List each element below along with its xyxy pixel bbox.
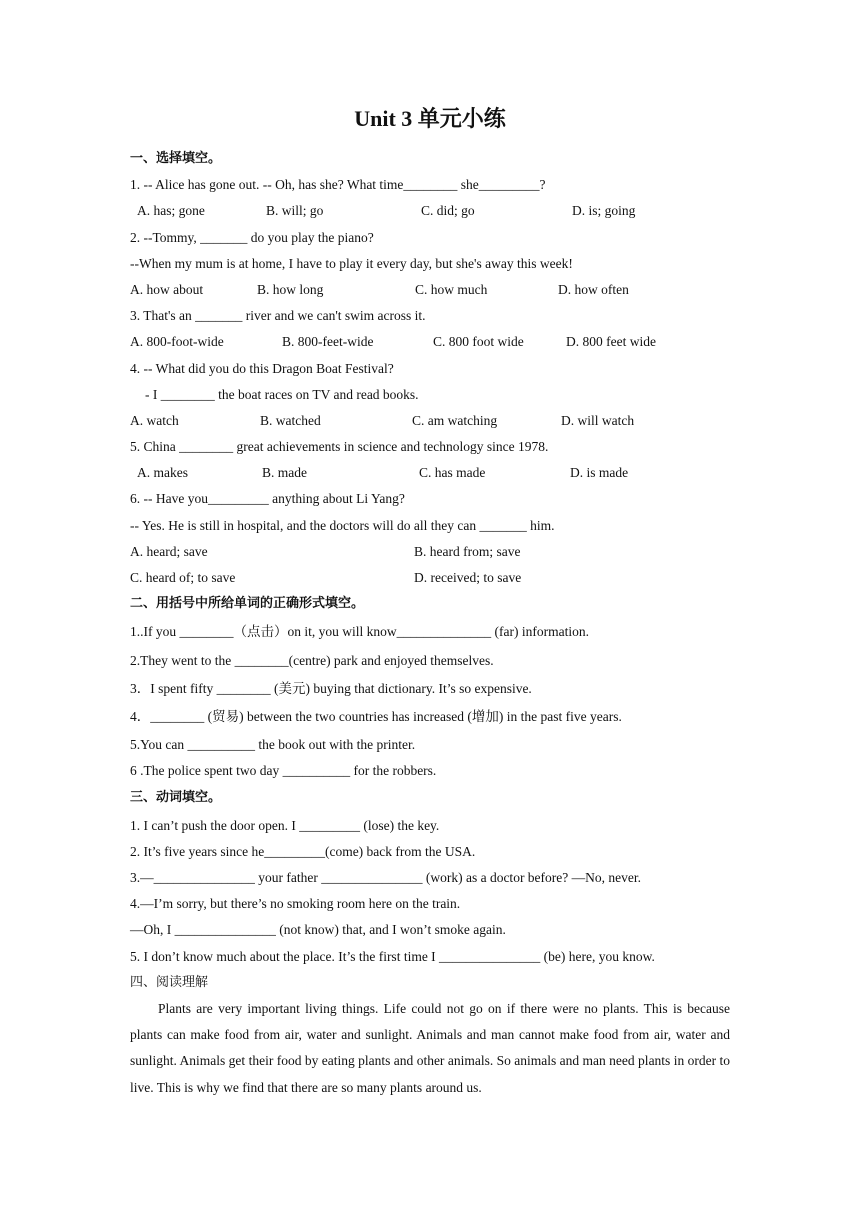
option-b: B. will; go (266, 203, 324, 219)
question-2-stem: 2. --Tommy, _______ do you play the piano? (130, 229, 374, 245)
option-d: D. is made (570, 465, 629, 481)
option-c: C. did; go (421, 203, 475, 219)
option-a: A. makes (137, 465, 188, 481)
word-form-item-1: 1..If you ________（点击）on it, you will know______________ (far) information. (130, 624, 589, 640)
option-b: B. how long (257, 281, 324, 297)
worksheet-content (130, 146, 730, 1101)
option-d: D. 800 feet wide (566, 334, 656, 350)
word-form-item-6: 6 .The police spent two day __________ for the robbers. (130, 763, 437, 779)
verb-item-3: 3.—_______________ your father _______________ (work) as a doctor before? —No, never. (130, 870, 642, 886)
question-4-options (130, 408, 730, 434)
section-heading-choice: 一、选择填空。 (130, 151, 222, 166)
reading-passage: Plants are very important living things. Life could not go on if there were no plants. This is because plants can make food from air, water and sunlight. Animals and man cannot make food from air, water and sunlight. Animals get their food by eating plants and other animals. So animals and man need plants in order to live. This is why we find that there are so many plants around us. (130, 1001, 730, 1095)
option-a: A. heard; save (130, 543, 208, 559)
option-a: A. how about (130, 281, 204, 297)
question-2-options (130, 277, 730, 303)
option-d: D. is; going (572, 203, 636, 219)
question-6-options-row-1 (130, 539, 730, 565)
verb-item-4-reply: —Oh, I _______________ (not know) that, and I won’t smoke again. (130, 922, 506, 938)
option-c: C. how much (415, 281, 488, 297)
option-b: B. made (262, 465, 307, 481)
verb-item-2: 2. It’s five years since he_________(come) back from the USA. (130, 843, 476, 859)
question-6-stem: 6. -- Have you_________ anything about Li Yang? (130, 491, 405, 507)
question-5-stem: 5. China ________ great achievements in science and technology since 1978. (130, 439, 549, 455)
option-d: D. received; to save (414, 570, 522, 585)
question-1-options (130, 198, 730, 224)
option-d: D. how often (558, 281, 629, 297)
question-2-stem-2: --When my mum is at home, I have to play it every day, but she's away this week! (130, 255, 573, 271)
section-heading-reading: 四、阅读理解 (130, 974, 209, 990)
question-5-options (130, 460, 730, 486)
section-heading-verbs: 三、动词填空。 (130, 789, 222, 805)
word-form-item-2: 2.They went to the ________(centre) park and enjoyed themselves. (130, 652, 494, 668)
option-c: C. am watching (412, 412, 498, 428)
verb-item-5: 5. I don’t know much about the place. It’s the first time I _______________ (be) here, you know. (130, 948, 655, 964)
option-c: C. has made (419, 465, 486, 481)
question-3-options (130, 329, 730, 355)
question-1-stem: 1. -- Alice has gone out. -- Oh, has she? What time________ she_________? (130, 177, 546, 193)
question-3-stem: 3. That's an _______ river and we can't swim across it. (130, 308, 426, 324)
question-6-options-row-2 (130, 565, 730, 591)
word-form-item-3: 3．I spent fifty ________ (美元) buying that dictionary. It’s so expensive. (130, 680, 532, 696)
option-b: B. heard from; save (414, 543, 521, 559)
verb-item-4: 4.—I’m sorry, but there’s no smoking room here on the train. (130, 896, 461, 912)
section-heading-word-forms: 二、用括号中所给单词的正确形式填空。 (130, 596, 365, 612)
verb-item-1: 1. I can’t push the door open. I _________ (lose) the key. (130, 817, 440, 833)
question-6-stem-2: -- Yes. He is still in hospital, and the doctors will do all they can _______ him. (130, 517, 555, 533)
option-a: A. watch (130, 412, 179, 428)
question-4-stem-2: - I ________ the boat races on TV and read books. (145, 386, 419, 402)
option-b: B. 800-feet-wide (282, 334, 374, 350)
option-a: A. has; gone (137, 203, 205, 219)
page-title: Unit 3 单元小练 (354, 106, 506, 131)
option-a: A. 800-foot-wide (130, 334, 224, 350)
option-c: C. 800 foot wide (433, 334, 524, 350)
word-form-item-5: 5.You can __________ the book out with the printer. (130, 737, 416, 753)
option-c: C. heard of; to save (130, 570, 236, 585)
option-d: D. will watch (561, 412, 635, 428)
option-b: B. watched (260, 412, 321, 428)
question-4-stem: 4. -- What did you do this Dragon Boat Festival? (130, 360, 394, 376)
word-form-item-4: 4．________ (贸易) between the two countries has increased (增加) in the past five years. (130, 708, 622, 724)
